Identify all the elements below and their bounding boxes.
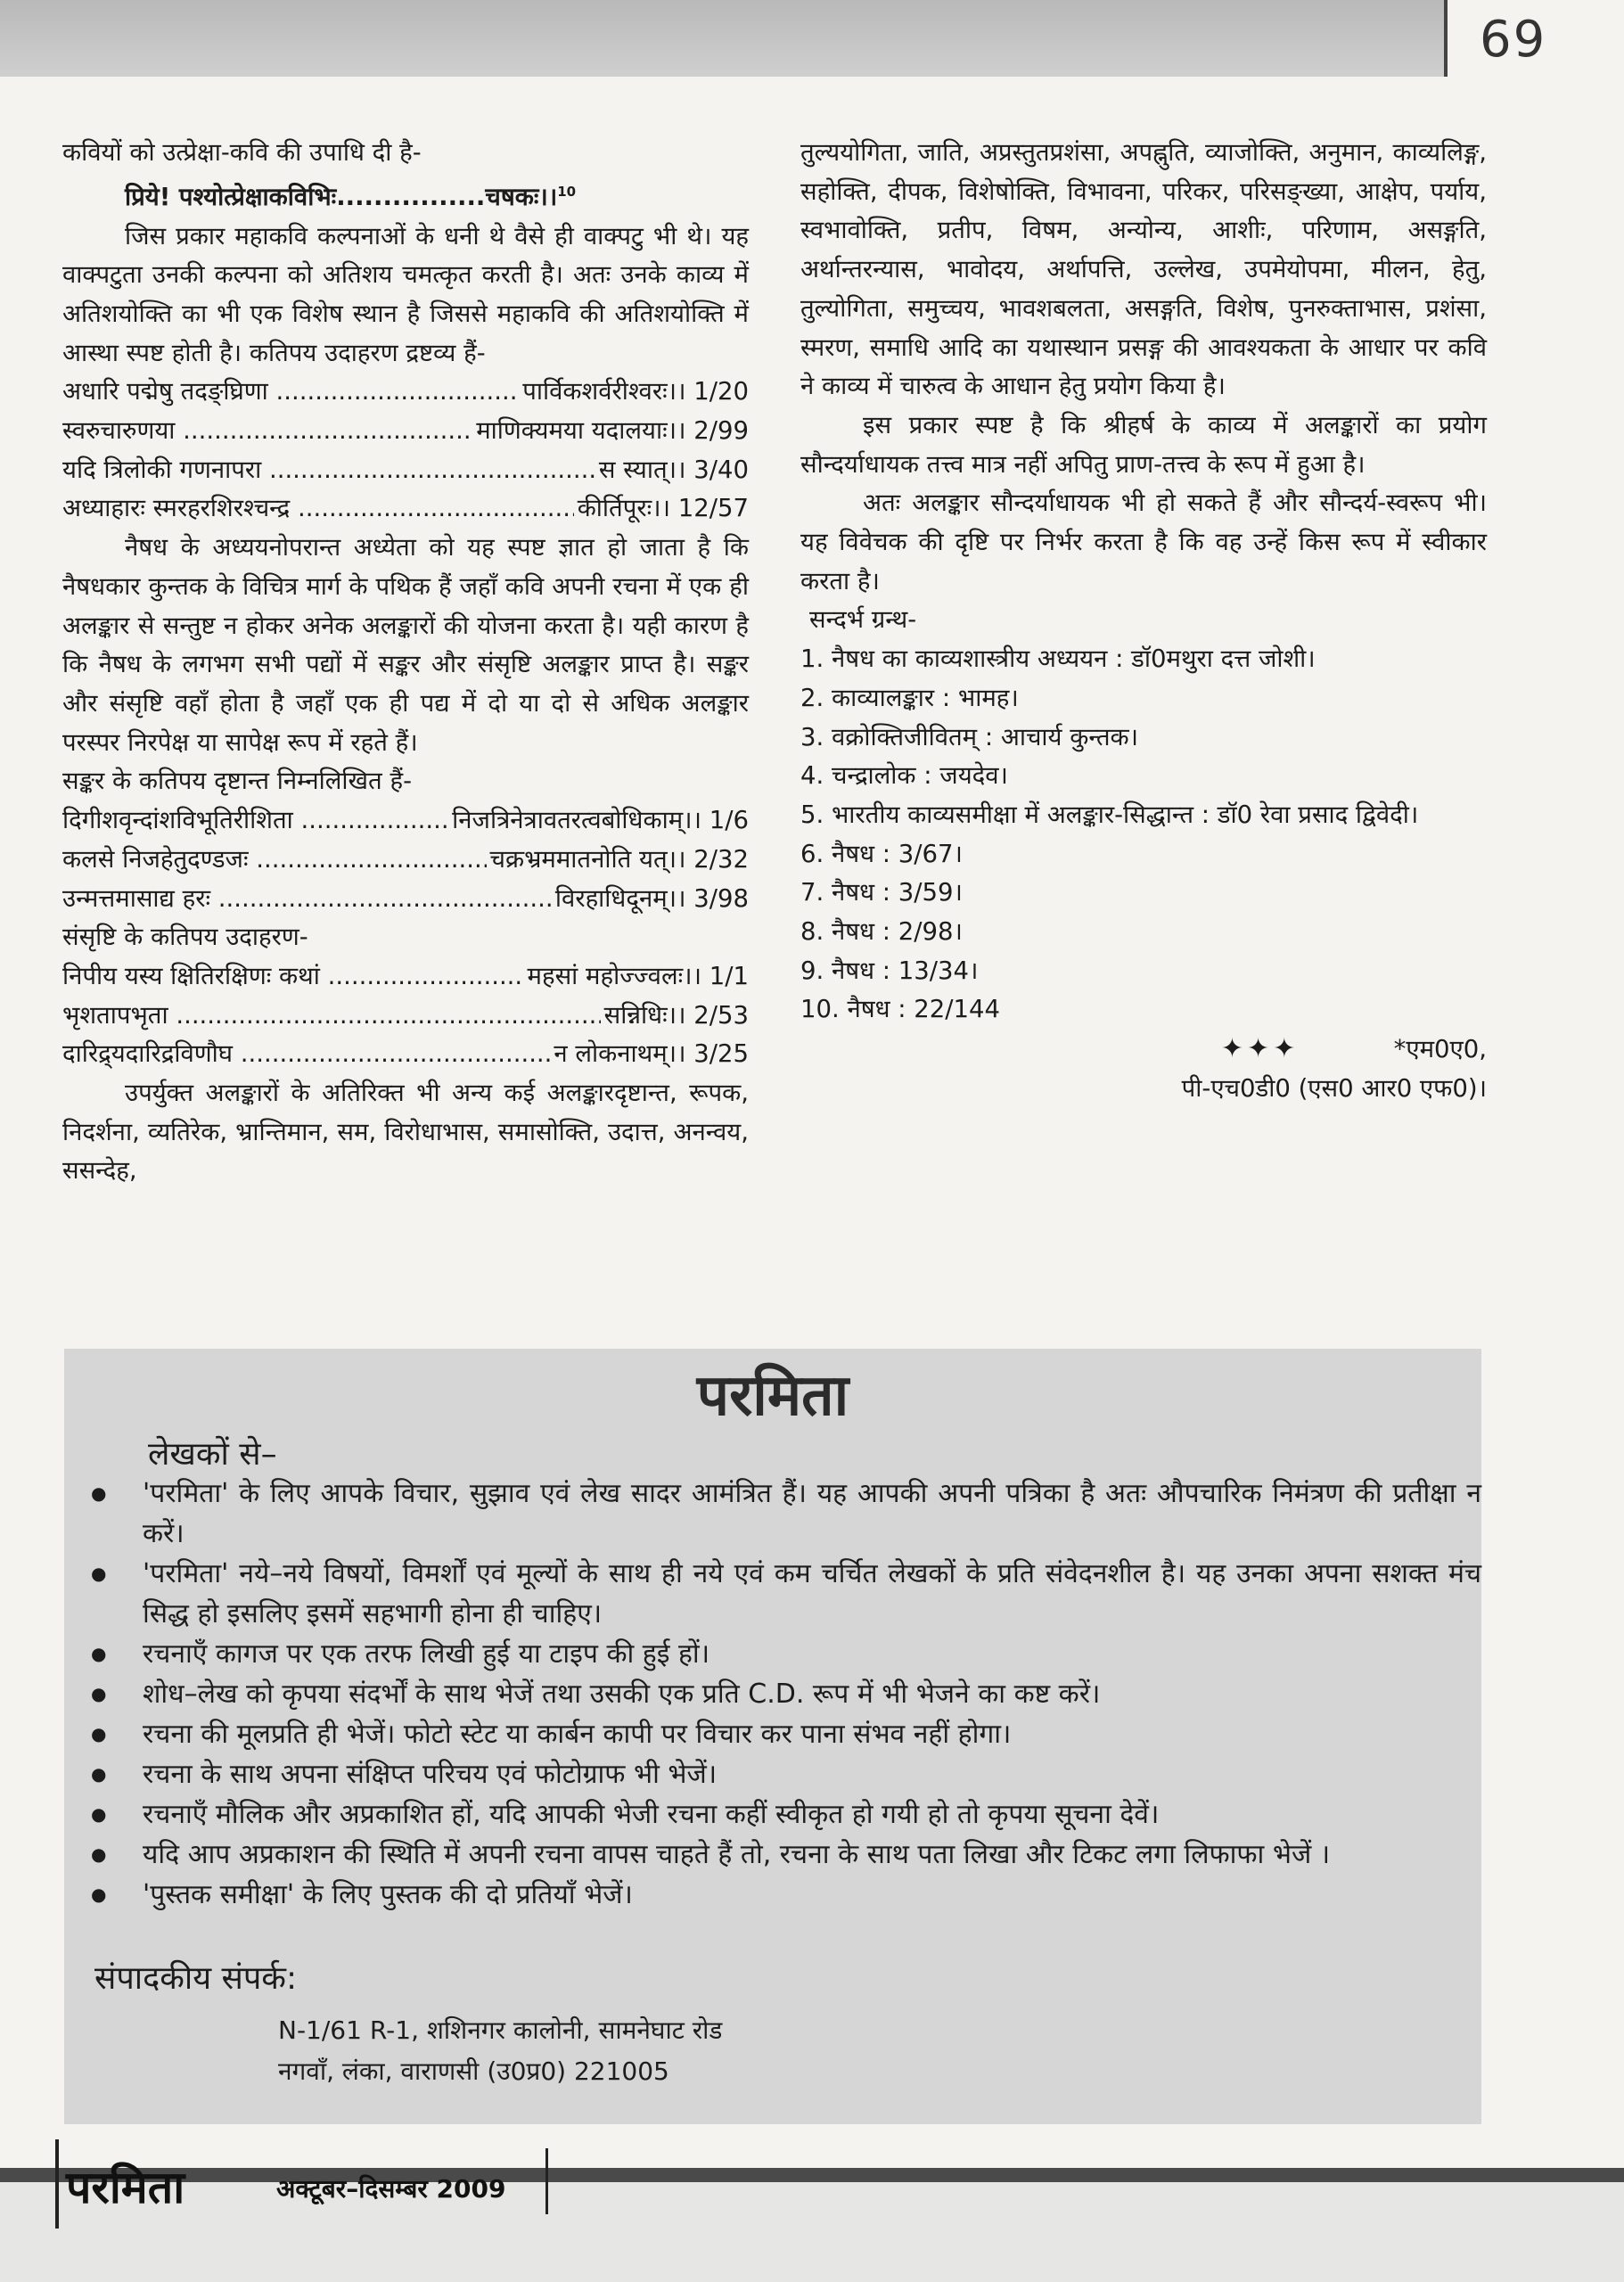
reference-item: 4. चन्द्रालोक : जयदेव। (800, 761, 1008, 791)
list-item: ● रचना की मूलप्रति ही भेजें। फोटो स्टेट या कार्बन कापी पर विचार कर पाना संभव नहीं होगा। (91, 1714, 1481, 1754)
reference-item: 2. काव्यालङ्कार : भामह। (800, 683, 1019, 712)
reference-item: 1. नैषध का काव्यशास्त्रीय अध्ययन : डॉ0मथुरा दत्त जोशी। (800, 644, 1316, 674)
notice-heading: लेखकों से– (148, 1436, 277, 1473)
sankar-heading: सङ्कर के कतिपय दृष्टान्त निम्नलिखित हैं- (62, 767, 412, 796)
reference-item: 3. वक्रोक्तिजीवितम् : आचार्य कुन्तक। (800, 722, 1139, 751)
address-line: N-1/61 R-1, शशिनगर कालोनी, सामनेघाट रोड (278, 2015, 723, 2045)
notice-list (91, 1473, 1481, 1915)
verse-example: कलसे निजहेतुदण्डजः ..... चक्रभ्रममातनोति यत्।। 2/32 (62, 841, 749, 880)
quote-line (62, 173, 749, 218)
list-item: ● यदि आप अप्रकाशन की स्थिति में अपनी रचना वापस चाहते हैं तो, रचना के साथ पता लिखा और टिकट लगा लिफाफा भेजें । (91, 1835, 1481, 1875)
paragraph: जिस प्रकार महाकवि कल्पनाओं के धनी थे वैसे ही वाक्पटु भी थे। यह वाक्पटुता उनकी कल्पना को अतिशय चमत्कृत करती है। अतः उनके काव्य में अतिशयोक्ति का भी एक विशेष स्थान है जिससे महाकवि की अतिशयोक्ति में आस्था स्पष्ट होती है। कतिपय उदाहरण द्रष्टव्य हैं- (62, 221, 749, 367)
notice-box (64, 1349, 1481, 2124)
footer (0, 2182, 1624, 2282)
verse-example: दिगीशवृन्दांशविभूतिरीशिता ..... निजत्रिनेत्रावतरत्वबोधिकाम्।। 1/6 (62, 801, 749, 841)
left-column (62, 134, 749, 1191)
verse-example: स्वरुचारुणया ..... माणिक्यमया यदालयाः।। 2/99 (62, 412, 749, 451)
reference-item: 8. नैषध : 2/98। (800, 917, 963, 947)
right-column (800, 134, 1487, 1109)
verse-example: अधारि पद्मेषु तदङ्घ्रिणा ..... पार्विकशर्वरीश्वरः।। 1/20 (62, 373, 749, 412)
intro-line: कवियों को उत्प्रेक्षा-कवि की उपाधि दी है- (62, 138, 422, 167)
notice-title: परमिता (696, 1363, 849, 1429)
reference-item: 9. नैषध : 13/34। (800, 956, 979, 985)
verse-example: निपीय यस्य क्षितिरक्षिणः कथां ..... महसां महोज्ज्वलः।। 1/1 (62, 957, 749, 997)
list-item: ● रचनाएँ कागज पर एक तरफ लिखी हुई या टाइप की हुई हों। (91, 1634, 1481, 1674)
list-item: ● 'पुस्तक समीक्षा' के लिए पुस्तक की दो प्रतियाँ भेजें। (91, 1875, 1481, 1915)
header-bar (0, 0, 1624, 77)
author-line-2: पी-एच0डी0 (एस0 आर0 एफ0)। (1181, 1073, 1487, 1103)
reference-item: 5. भारतीय काव्यसमीक्षा में अलङ्कार-सिद्धान्त : डॉ0 रेवा प्रसाद द्विवेदी। (800, 800, 1419, 829)
stars-ornament: ✦✦✦ (1220, 1033, 1300, 1065)
footer-divider (55, 2139, 59, 2229)
quote-text: प्रिये! पश्योत्प्रेक्षाकविभिः................चषकः।। (125, 182, 558, 211)
paragraph: उपर्युक्त अलङ्कारों के अतिरिक्त भी अन्य कई अलङ्कारदृष्टान्त, रूपक, निदर्शना, व्यतिरेक, भ्रान्तिमान, सम, विरोधाभास, समासोक्ति, उदात्त, अनन्वय, ससन्देह, (62, 1079, 749, 1186)
reference-item: 10. नैषध : 22/144 (800, 995, 1001, 1024)
list-item: ● 'परमिता' नये–नये विषयों, विमर्शों एवं मूल्यों के साथ ही नये एवं कम चर्चित लेखकों के प्रति संवेदनशील है। यह उनका अपना सशक्त मंच सिद्ध हो इसलिए इसमें सहभागी होना ही चाहिए। (91, 1554, 1481, 1634)
author-line-1 (800, 1030, 1487, 1070)
paragraph: अतः अलङ्कार सौन्दर्याधायक भी हो सकते हैं और सौन्दर्य-स्वरूप भी। यह विवेचक की दृष्टि पर निर्भर करता है कि वह उन्हें किस रूप में स्वीकार करता है। (800, 488, 1487, 595)
reference-item: 7. नैषध : 3/59। (800, 878, 963, 907)
references-heading: सन्दर्भ ग्रन्थ- (809, 605, 917, 635)
footer-magazine-title: परमिता (66, 2162, 185, 2213)
list-item: ● 'परमिता' के लिए आपके विचार, सुझाव एवं लेख सादर आमंत्रित हैं। यह आपकी अपनी पत्रिका है अतः औपचारिक निमंत्रण की प्रतीक्षा न करें। (91, 1473, 1481, 1554)
address-line: नगवाँ, लंका, वाराणसी (उ0प्र0) 221005 (278, 2056, 669, 2086)
sansrishti-heading: संसृष्टि के कतिपय उदाहरण- (62, 923, 308, 952)
footer-divider (545, 2148, 548, 2214)
footer-bar (0, 2168, 1624, 2182)
verse-example: अध्याहारः स्मरहरशिरश्चन्द्र ..... कीर्तिपूरः।। 12/57 (62, 489, 749, 529)
verse-example: यदि त्रिलोकी गणनापरा ..... स स्यात्।। 3/40 (62, 451, 749, 490)
verse-example: उन्मत्तमासाद्य हरः ..... विरहाधिदूनम्।। 3/98 (62, 880, 749, 919)
quote-ref: 10 (557, 183, 577, 200)
verse-example: भृशतापभृता ..... सन्निधिः।। 2/53 (62, 997, 749, 1036)
list-item: ● रचनाएँ मौलिक और अप्रकाशित हों, यदि आपकी भेजी रचना कहीं स्वीकृत हो गयी हो तो कृपया सूचना देवें। (91, 1794, 1481, 1835)
editor-contact-heading: संपादकीय संपर्क: (94, 1960, 298, 1997)
reference-item: 6. नैषध : 3/67। (800, 839, 963, 868)
editor-address (278, 2010, 722, 2092)
author-degree: *एम0ए0, (1393, 1035, 1487, 1064)
footer-issue-date: अक्टूबर–दिसम्बर 2009 (276, 2174, 506, 2204)
paragraph: तुल्ययोगिता, जाति, अप्रस्तुतप्रशंसा, अपह्नुति, व्याजोक्ति, अनुमान, काव्यलिङ्ग, सहोक्ति, दीपक, विशेषोक्ति, विभावना, परिकर, परिसङ्ख्या, आक्षेप, पर्याय, स्वभावोक्ति, प्रतीप, विषम, अन्योन्य, आशीः, परिणाम, असङ्गति, अर्थान्तरन्यास, भावोदय, अर्थापत्ति, उल्लेख, उपमेयोपमा, मीलन, हेतु, तुल्योगिता, समुच्चय, भावशबलता, असङ्गति, विशेष, पुनरुक्ताभास, प्रशंसा, स्मरण, समाधि आदि का यथास्थान प्रसङ्ग की आवश्यकता के आधार पर कवि ने काव्य में चारुत्व के आधान हेतु प्रयोग किया है। (800, 138, 1487, 401)
list-item: ● शोध–लेख को कृपया संदर्भों के साथ भेजें तथा उसकी एक प्रति C.D. रूप में भी भेजने का कष्ट करें। (91, 1674, 1481, 1714)
list-item: ● रचना के साथ अपना संक्षिप्त परिचय एवं फोटोग्राफ भी भेजें। (91, 1754, 1481, 1794)
paragraph: नैषध के अध्ययनोपरान्त अध्येता को यह स्पष्ट ज्ञात हो जाता है कि नैषधकार कुन्तक के विचित्र मार्ग के पथिक हैं जहाँ कवि अपनी रचना में एक ही अलङ्कार से सन्तुष्ट न होकर अनेक अलङ्कारों की योजना करता है। यही कारण है कि नैषध के लगभग सभी पद्यों में सङ्कर और संसृष्टि अलङ्कार प्राप्त है। सङ्कर और संसृष्टि वहाँ होता है जहाँ एक ही पद्य में दो या दो से अधिक अलङ्कार परस्पर निरपेक्ष या सापेक्ष रूप में रहते हैं। (62, 533, 749, 757)
paragraph: इस प्रकार स्पष्ट है कि श्रीहर्ष के काव्य में अलङ्कारों का प्रयोग सौन्दर्याधायक तत्त्व मात्र नहीं अपितु प्राण-तत्त्व के रूप में हुआ है। (800, 410, 1487, 479)
page-number: 69 (1480, 11, 1547, 69)
verse-example: दारिद्र्यदारिद्रविणौघ ..... न लोकनाथम्।। 3/25 (62, 1035, 749, 1074)
